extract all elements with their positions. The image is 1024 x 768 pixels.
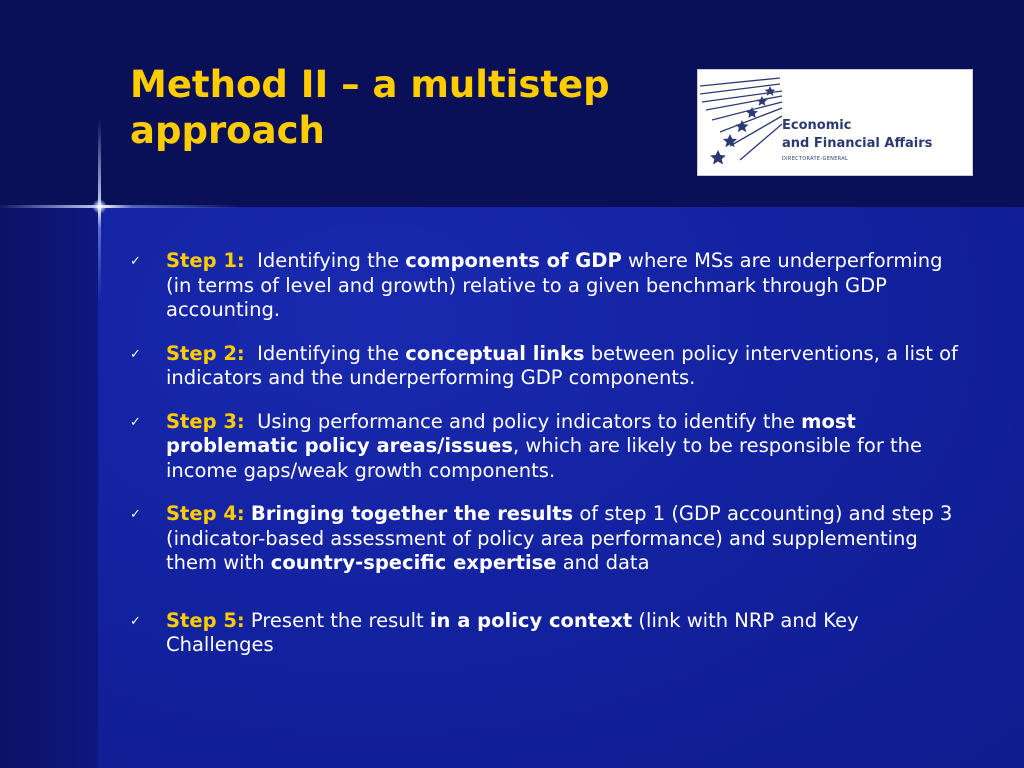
step-text: (link with NRP and Key Challenges [166, 608, 859, 656]
steps-list [130, 249, 970, 677]
step-emphasis: components of GDP [405, 249, 622, 272]
logo-text-economic: Economic [782, 118, 852, 133]
checkmark-icon: ✓ [130, 613, 141, 629]
step-label: Step 3: [166, 409, 245, 433]
step-item [130, 502, 970, 576]
sparkle-horizontal [0, 205, 240, 208]
checkmark-icon: ✓ [130, 254, 141, 269]
step-item [130, 410, 970, 484]
step-item [130, 249, 970, 323]
logo-text-directorate: DIRECTORATE-GENERAL [782, 156, 849, 162]
step-emphasis: country-specific expertise [270, 551, 557, 574]
checkmark-icon: ✓ [130, 346, 141, 362]
step-text: Using performance and policy indicators to identify the [257, 409, 802, 433]
step-label: Step 2: [166, 341, 245, 365]
checkmark-icon: ✓ [130, 414, 141, 430]
step-emphasis: most problematic policy areas/issues [166, 409, 856, 457]
step-text: Identifying the [257, 249, 406, 272]
step-text: Identifying the [257, 341, 406, 365]
logo-text-financial-affairs: and Financial Affairs [782, 136, 933, 151]
step-label: Step 1: [166, 249, 245, 272]
step-item [130, 609, 970, 658]
step-text: where MSs are underperforming (in terms of level and growth) relative to a given benchmark through GDP accounting. [166, 249, 943, 321]
step-text: Present the result [250, 608, 430, 632]
sparkle-icon [92, 199, 107, 214]
step-label: Step 5: [166, 608, 245, 632]
stars-emblem-icon [700, 74, 784, 174]
left-band [0, 207, 98, 768]
step-label: Step 4: [166, 502, 245, 525]
slide-title: Method II – a multistep approach [130, 63, 610, 152]
step-text: , which are likely to be responsible for the income gaps/weak growth components. [166, 434, 923, 482]
step-item [130, 342, 970, 391]
step-text: between policy interventions, a list of indicators and the underperforming GDP components. [166, 341, 958, 389]
step-text: and data [556, 551, 650, 574]
step-emphasis: in a policy context [429, 608, 633, 632]
step-emphasis: Bringing together the results [250, 502, 574, 525]
checkmark-icon: ✓ [130, 507, 141, 522]
ecfin-logo [697, 69, 973, 176]
step-emphasis: conceptual links [405, 341, 585, 365]
step-text: of step 1 (GDP accounting) and step 3 (indicator-based assessment of policy area performance) and supplementing them with [166, 502, 953, 574]
